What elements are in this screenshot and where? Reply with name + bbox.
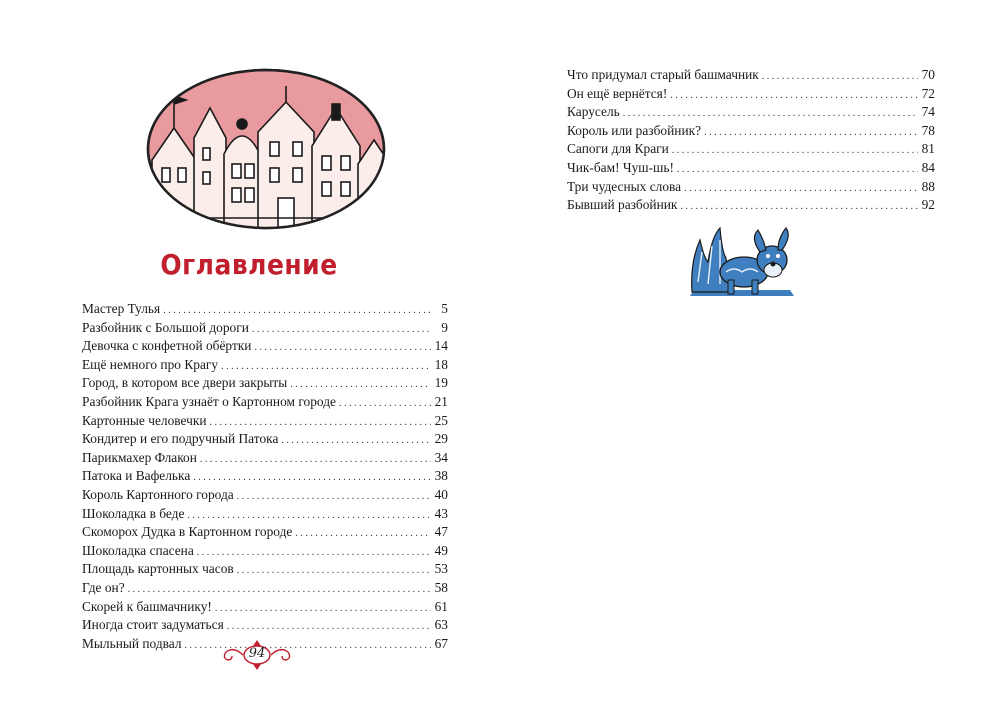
- toc-entry-page: 58: [434, 579, 448, 595]
- toc-entry-title: Он ещё вернётся!: [567, 85, 668, 101]
- toc-leader-dots: [295, 525, 431, 544]
- toc-entry-page: 53: [434, 561, 448, 577]
- toc-entry-page: 88: [921, 178, 935, 194]
- toc-entry-title: Разбойник Крага узнаёт о Картонном городе: [82, 393, 336, 409]
- toc-entry-page: 72: [921, 85, 935, 101]
- toc-entry: [82, 486, 448, 505]
- toc-entry-page: 34: [434, 449, 448, 465]
- page-number: 94: [248, 646, 266, 661]
- toc-entry: [82, 616, 448, 635]
- toc-entry-page: 92: [921, 197, 935, 213]
- toc-entry: [567, 103, 935, 122]
- toc-entry-title: Бывший разбойник: [567, 197, 678, 213]
- toc-entry-title: Скорей к башмачнику!: [82, 598, 212, 614]
- toc-entry: [82, 356, 448, 375]
- toc-entry: [82, 598, 448, 617]
- toc-leader-dots: [281, 432, 431, 451]
- toc-entry-page: 61: [434, 598, 448, 614]
- toc-entry: [82, 412, 448, 431]
- toc-leader-dots: [762, 68, 918, 87]
- toc-entry-title: Разбойник с Большой дороги: [82, 319, 249, 335]
- toc-entry: [567, 122, 935, 141]
- toc-entry-page: 63: [434, 617, 448, 633]
- toc-entry-title: Карусель: [567, 104, 620, 120]
- toc-entry-page: 70: [921, 67, 935, 82]
- toc-entry: [82, 319, 448, 338]
- toc-entry: [82, 467, 448, 486]
- toc-entry-page: 74: [921, 104, 935, 120]
- toc-entry-title: Король или разбойник?: [567, 122, 702, 138]
- toc-entry: [567, 85, 935, 104]
- toc-entry-page: 5: [441, 301, 448, 316]
- toc-entry-title: Площадь картонных часов: [82, 561, 234, 577]
- toc-entry-page: 9: [441, 319, 448, 335]
- toc-entry: [82, 300, 448, 319]
- toc-entry-page: 14: [434, 338, 448, 354]
- toc-entry-page: 21: [434, 393, 448, 409]
- toc-entry-title: Мыльный подвал: [82, 635, 182, 651]
- toc-leader-dots: [677, 161, 918, 180]
- toc-leader-dots: [684, 180, 918, 199]
- dog-illustration: [686, 222, 798, 300]
- toc-leader-dots: [215, 600, 431, 619]
- toc-entry-title: Патока и Вафелька: [82, 468, 191, 484]
- toc-entry: [82, 542, 448, 561]
- toc-entry: [82, 374, 448, 393]
- toc-entry-page: 47: [434, 524, 448, 540]
- toc-entry-title: Ещё немного про Крагу: [82, 356, 219, 372]
- toc-entry-title: Сапоги для Краги: [567, 141, 669, 157]
- toc-entry: [82, 449, 448, 468]
- toc-leader-dots: [704, 124, 918, 143]
- toc-entry-title: Девочка с конфетной обёртки: [82, 338, 252, 354]
- toc-entry-page: 25: [434, 412, 448, 428]
- toc-entry-page: 43: [434, 505, 448, 521]
- toc-entry: [567, 159, 935, 178]
- toc-entry-title: Скоморох Дудка в Картонном городе: [82, 524, 293, 540]
- toc-entry-page: 84: [921, 159, 935, 175]
- toc-leader-dots: [237, 488, 431, 507]
- toc-entry-page: 18: [434, 356, 448, 372]
- toc-leader-dots: [670, 87, 918, 106]
- toc-entry-title: Кондитер и его подручный Патока: [82, 431, 279, 447]
- toc-entry-title: Иногда стоит задуматься: [82, 617, 224, 633]
- toc-entry: [82, 523, 448, 542]
- toc-entry-page: 49: [434, 542, 448, 558]
- toc-leader-dots: [254, 339, 431, 358]
- town-illustration: [146, 68, 386, 230]
- toc-entry: [82, 337, 448, 356]
- toc-leader-dots: [237, 562, 431, 581]
- toc-entry-page: 67: [434, 635, 448, 651]
- toc-leader-dots: [672, 142, 918, 161]
- toc-leader-dots: [680, 198, 918, 217]
- toc-entry: [567, 140, 935, 159]
- toc-entry: [567, 66, 935, 85]
- toc-entry-page: 81: [921, 141, 935, 157]
- toc-entry-page: 38: [434, 468, 448, 484]
- toc-entry: [82, 393, 448, 412]
- toc-entry-title: Город, в котором все двери закрыты: [82, 375, 288, 391]
- toc-entry-title: Мастер Тулья: [82, 301, 161, 316]
- toc-entry: [82, 505, 448, 524]
- toc-heading: Оглавление: [160, 248, 338, 281]
- toc-leader-dots: [252, 321, 431, 340]
- toc-entry-title: Картонные человечки: [82, 412, 207, 428]
- toc-entry-page: 19: [434, 375, 448, 391]
- toc-leader-dots: [200, 451, 431, 470]
- toc-entry-title: Что придумал старый башмачник: [567, 67, 759, 82]
- toc-entry-title: Чик-бам! Чуш-шь!: [567, 159, 674, 175]
- toc-entry: [82, 430, 448, 449]
- toc-entry-title: Парикмахер Флакон: [82, 449, 197, 465]
- toc-entry-page: 78: [921, 122, 935, 138]
- toc-left-column: [82, 300, 448, 653]
- toc-leader-dots: [227, 618, 431, 637]
- toc-entry-title: Где он?: [82, 579, 125, 595]
- toc-entry-title: Три чудесных слова: [567, 178, 682, 194]
- toc-entry: [567, 178, 935, 197]
- toc-entry: [567, 196, 935, 215]
- toc-entry-page: 29: [434, 431, 448, 447]
- toc-leader-dots: [339, 395, 431, 414]
- toc-entry-title: Шоколадка спасена: [82, 542, 194, 558]
- toc-entry: [82, 560, 448, 579]
- toc-right-column: [567, 66, 935, 215]
- toc-entry-page: 40: [434, 486, 448, 502]
- toc-entry-title: Шоколадка в беде: [82, 505, 185, 521]
- toc-entry-title: Король Картонного города: [82, 486, 234, 502]
- toc-entry: [82, 579, 448, 598]
